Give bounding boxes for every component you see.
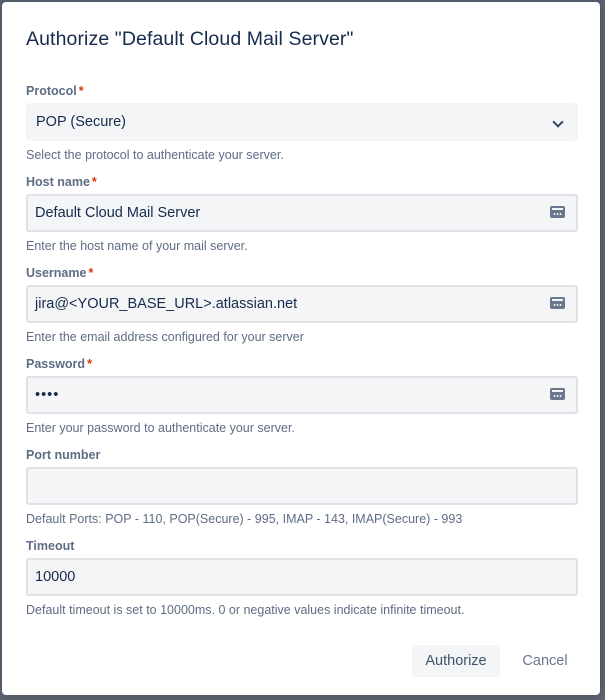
authorize-button[interactable]: Authorize (412, 645, 500, 677)
username-label (26, 266, 93, 280)
host-name-label-text: Host name (26, 175, 90, 189)
username-input[interactable] (26, 285, 578, 323)
protocol-help-text: Select the protocol to authenticate your server. (26, 148, 284, 162)
required-indicator: * (87, 357, 92, 371)
password-input[interactable] (26, 376, 578, 414)
username-value: jira@<YOUR_BASE_URL>.atlassian.net (35, 296, 298, 312)
cancel-button[interactable]: Cancel (510, 645, 580, 677)
authorize-dialog (2, 2, 600, 695)
password-label (26, 357, 92, 371)
host-name-input[interactable] (26, 194, 578, 232)
host-name-label (26, 175, 97, 189)
password-value: •••• (35, 387, 60, 403)
required-indicator: * (88, 266, 94, 280)
protocol-label (26, 84, 84, 98)
password-label-text: Password (26, 357, 86, 371)
host-name-help-text: Enter the host name of your mail server. (26, 239, 248, 253)
username-label-text: Username (26, 266, 87, 280)
chevron-down-icon (552, 116, 563, 127)
required-indicator: * (91, 175, 97, 189)
port-number-help-text: Default Ports: POP - 110, POP(Secure) - 995, IMAP - 143, IMAP(Secure) - 993 (26, 512, 463, 526)
protocol-label-text: Protocol (26, 84, 77, 98)
host-name-value: Default Cloud Mail Server (35, 205, 201, 221)
required-indicator: * (78, 84, 84, 98)
password-help-text: Enter your password to authenticate your server. (26, 421, 295, 435)
autofill-card-icon[interactable] (550, 206, 565, 218)
autofill-card-icon[interactable] (550, 388, 565, 400)
dialog-title: Authorize "Default Cloud Mail Server" (26, 28, 354, 50)
timeout-input[interactable] (26, 558, 578, 596)
autofill-card-icon[interactable] (550, 297, 565, 309)
port-number-input[interactable] (26, 467, 578, 505)
timeout-label: Timeout (26, 539, 75, 553)
protocol-select[interactable] (26, 103, 578, 141)
port-number-label: Port number (26, 448, 101, 462)
username-help-text: Enter the email address configured for your server (26, 330, 304, 344)
timeout-value: 10000 (35, 569, 76, 585)
timeout-help-text: Default timeout is set to 10000ms. 0 or negative values indicate infinite timeout. (26, 603, 465, 617)
protocol-select-value: POP (Secure) (36, 114, 126, 130)
